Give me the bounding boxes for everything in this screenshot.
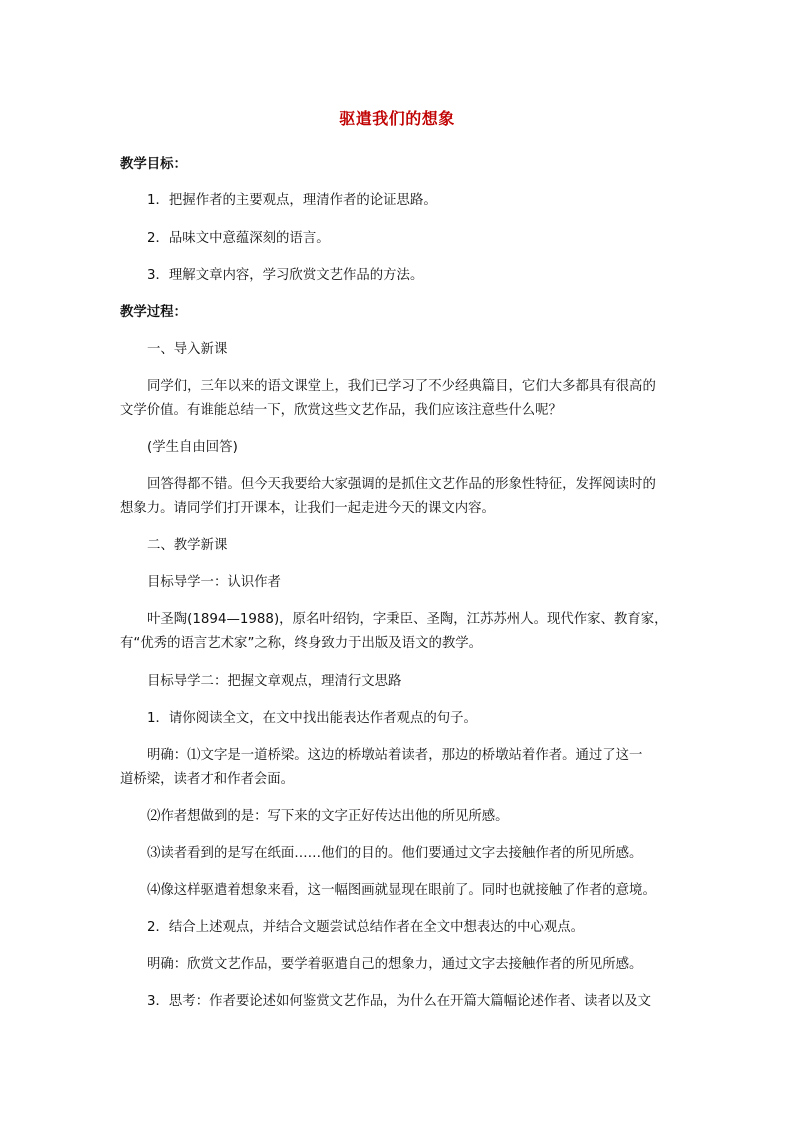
paragraph-line: 回答得都不错。但今天我要给大家强调的是抓住文艺作品的形象性特征，发挥阅读时的	[147, 477, 656, 492]
objective-item: 2．品味文中意蕴深刻的语言。	[147, 231, 330, 246]
answer-line: 道桥梁，读者才和作者会面。	[120, 772, 295, 787]
subheading-intro: 一、导入新课	[147, 342, 228, 357]
objective-item: 1．把握作者的主要观点，理清作者的论证思路。	[147, 193, 437, 208]
subheading-goal-two: 目标导学二：把握文章观点，理清行文思路	[147, 674, 402, 689]
answer-line: ⑷像这样驱遣着想象来看，这一幅图画就显现在眼前了。同时也就接触了作者的意境。	[147, 883, 656, 898]
answer-line: 明确：⑴文字是一道桥梁。这边的桥墩站着读者，那边的桥墩站着作者。通过了这一	[147, 748, 643, 763]
paragraph-line: 同学们，三年以来的语文课堂上，我们已学习了不少经典篇目，它们大多都具有很高的	[147, 379, 656, 394]
document-title: 驱遣我们的想象	[339, 109, 455, 128]
question-line: 1．请你阅读全文，在文中找出能表达作者观点的句子。	[147, 711, 477, 726]
answer-line: ⑶读者看到的是写在纸面……他们的目的。他们要通过文字去接触作者的所见所感。	[147, 846, 643, 861]
subheading-new-lesson: 二、教学新课	[147, 538, 228, 553]
paragraph-line: 叶圣陶(1894—1988)，原名叶绍钧，字秉臣、圣陶，江苏苏州人。现代作家、教育家，	[147, 612, 668, 627]
section-heading-objectives: 教学目标：	[120, 157, 187, 172]
objective-item: 3．理解文章内容，学习欣赏文艺作品的方法。	[147, 268, 424, 283]
section-heading-process: 教学过程：	[120, 305, 187, 320]
subheading-goal-one: 目标导学一：认识作者	[147, 575, 281, 590]
question-line: 3．思考：作者要论述如何鉴赏文艺作品，为什么在开篇大篇幅论述作者、读者以及文	[147, 994, 651, 1009]
question-line: 2．结合上述观点，并结合文题尝试总结作者在全文中想表达的中心观点。	[147, 920, 585, 935]
paragraph-line: (学生自由回答)	[147, 440, 238, 455]
answer-line: 明确：欣赏文艺作品，要学着驱遣自己的想象力，通过文字去接触作者的所见所感。	[147, 957, 643, 972]
paragraph-line: 文学价值。有谁能总结一下，欣赏这些文艺作品，我们应该注意些什么呢？	[120, 403, 562, 418]
answer-line: ⑵作者想做到的是：写下来的文字正好传达出他的所见所感。	[147, 809, 509, 824]
paragraph-line: 想象力。请同学们打开课本，让我们一起走进今天的课文内容。	[120, 501, 495, 516]
paragraph-line: 有“优秀的语言艺术家”之称，终身致力于出版及语文的教学。	[120, 636, 483, 651]
